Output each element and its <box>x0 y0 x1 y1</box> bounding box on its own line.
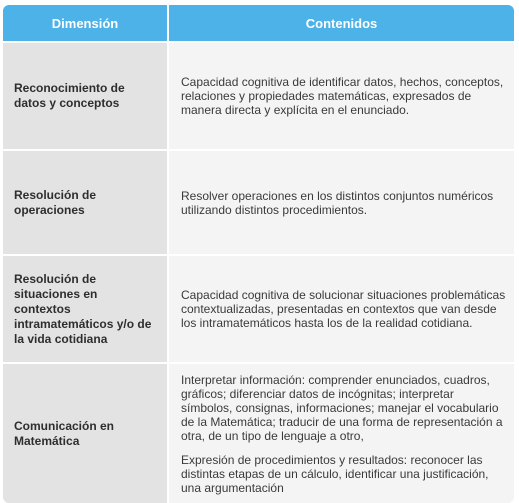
contents-paragraph: Capacidad cognitiva de identificar datos, hechos, conceptos, relaciones y propiedades matemáticas, expresados de manera directa y explícita en el enunciado. <box>181 75 504 117</box>
contents-paragraph: Resolver operaciones en los distintos conjuntos numéricos utilizando distintos procedimientos. <box>181 188 494 217</box>
header-contents: Contenidos <box>169 5 514 41</box>
contents-paragraph: Capacidad cognitiva de solucionar situaciones problemáticas contextualizadas, presentadas en contextos que van desde los intramatemáticos hasta los de la realidad cotidiana. <box>181 288 506 330</box>
row-contents-cell <box>169 364 514 503</box>
row-contents-cell <box>169 151 514 254</box>
header-dimension: Dimensión <box>3 5 167 41</box>
row-contents-cell <box>169 256 514 362</box>
contents-paragraph: Expresión de procedimientos y resultados: reconocer las distintas etapas de un cálculo, identificar una justificación, una argumentación <box>181 452 489 495</box>
row-dimension-cell: Reconocimiento de datos y conceptos <box>3 43 167 149</box>
row-dimension-cell: Comunicación en Matemática <box>3 364 167 503</box>
row-contents-cell <box>169 43 514 149</box>
dimensions-table <box>3 5 514 497</box>
row-dimension-cell: Resolución de operaciones <box>3 151 167 254</box>
row-dimension-cell: Resolución de situaciones en contextos intramatemáticos y/o de la vida cotidiana <box>3 256 167 362</box>
contents-paragraph: Interpretar información: comprender enunciados, cuadros, gráficos; diferenciar datos de incógnitas; interpretar símbolos, consignas, informaciones; manejar el vocabulario de la Matemática; traducir de una forma de representación a otra, de un tipo de lenguaje a otro, <box>181 372 503 443</box>
